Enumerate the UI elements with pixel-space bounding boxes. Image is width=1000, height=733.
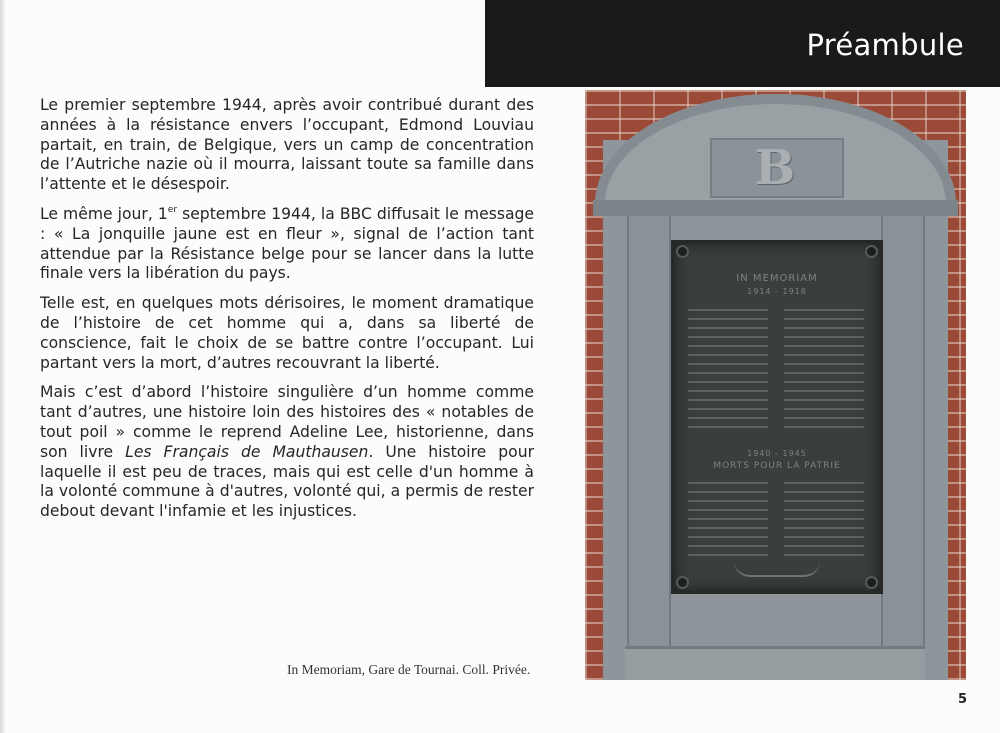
wreath-icon <box>734 561 820 577</box>
names-column <box>688 305 768 433</box>
memorial-photo <box>585 90 966 680</box>
plaque-title: IN MEMORIAM <box>736 273 818 284</box>
names-column <box>784 477 864 561</box>
ordinal-superscript: er <box>167 204 178 215</box>
rivet-icon <box>867 247 876 256</box>
stone-base <box>625 646 925 680</box>
page-gutter-shadow <box>0 0 6 733</box>
paragraph-3: Telle est, en quelques mots dérisoires, le moment dramatique de l’histoire de cet homme qui a, dans sa liberté de conscience, fait le choix de se battre contre l’occupant. Lui partant vers la mort, d’autres recouvrant la liberté. <box>40 294 534 372</box>
paragraph-4-end: . Une histoire pour laquelle il est peu de traces, mais qui est celle d'un homme à la volonté commune à d'autres, volonté qui, a permis de rester debout devant l'infamie et les injustices. <box>40 442 534 521</box>
plaque-years-ww1: 1914 - 1918 <box>747 287 807 296</box>
paragraph-4 <box>40 383 534 522</box>
photo-caption: In Memoriam, Gare de Tournai. Coll. Privée. <box>287 662 531 677</box>
rivet-icon <box>678 247 687 256</box>
paragraph-2 <box>40 205 534 284</box>
page-title: Préambule <box>806 28 964 62</box>
left-pilaster <box>627 216 671 646</box>
paragraph-1: Le premier septembre 1944, après avoir contribué durant des années à la résistance envers l’occupant, Edmond Louviau partait, en train, de Belgique, vers un camp de concentration de l’Autriche nazie où il mourra, laissant toute sa famille dans l’attente et le désespoir. <box>40 96 534 194</box>
header-band <box>485 0 1000 87</box>
paragraph-2-start: Le même jour, 1 <box>40 204 168 223</box>
names-column <box>784 305 864 433</box>
paragraph-4-start: Mais c’est d’abord l’histoire singulière d’un homme comme tant d’autres, une histoire loin des histoires des « notables de tout poil » comme le reprend Adeline Lee, historienne, dans son livre <box>40 383 534 461</box>
plaque-years-ww2: 1940 - 1945 <box>747 449 807 458</box>
names-column <box>688 477 768 561</box>
rivet-icon <box>678 578 687 587</box>
body-text <box>40 96 534 532</box>
bronze-plaque <box>671 240 883 594</box>
paragraph-2-end: septembre 1944, la BBC diffusait le message : « La jonquille jaune est en fleur », signal de l’action tant attendue par la Résistance belge pour se lancer dans la lutte finale vers la libération du pays. <box>40 204 534 283</box>
rivet-icon <box>867 578 876 587</box>
book-title: Les Français de Mauthausen <box>125 442 369 461</box>
page-number: 5 <box>958 692 968 707</box>
arch-letter: B <box>754 140 796 196</box>
right-pilaster <box>881 216 925 646</box>
plaque-heading: MORTS POUR LA PATRIE <box>713 461 841 471</box>
cornice <box>593 200 958 216</box>
